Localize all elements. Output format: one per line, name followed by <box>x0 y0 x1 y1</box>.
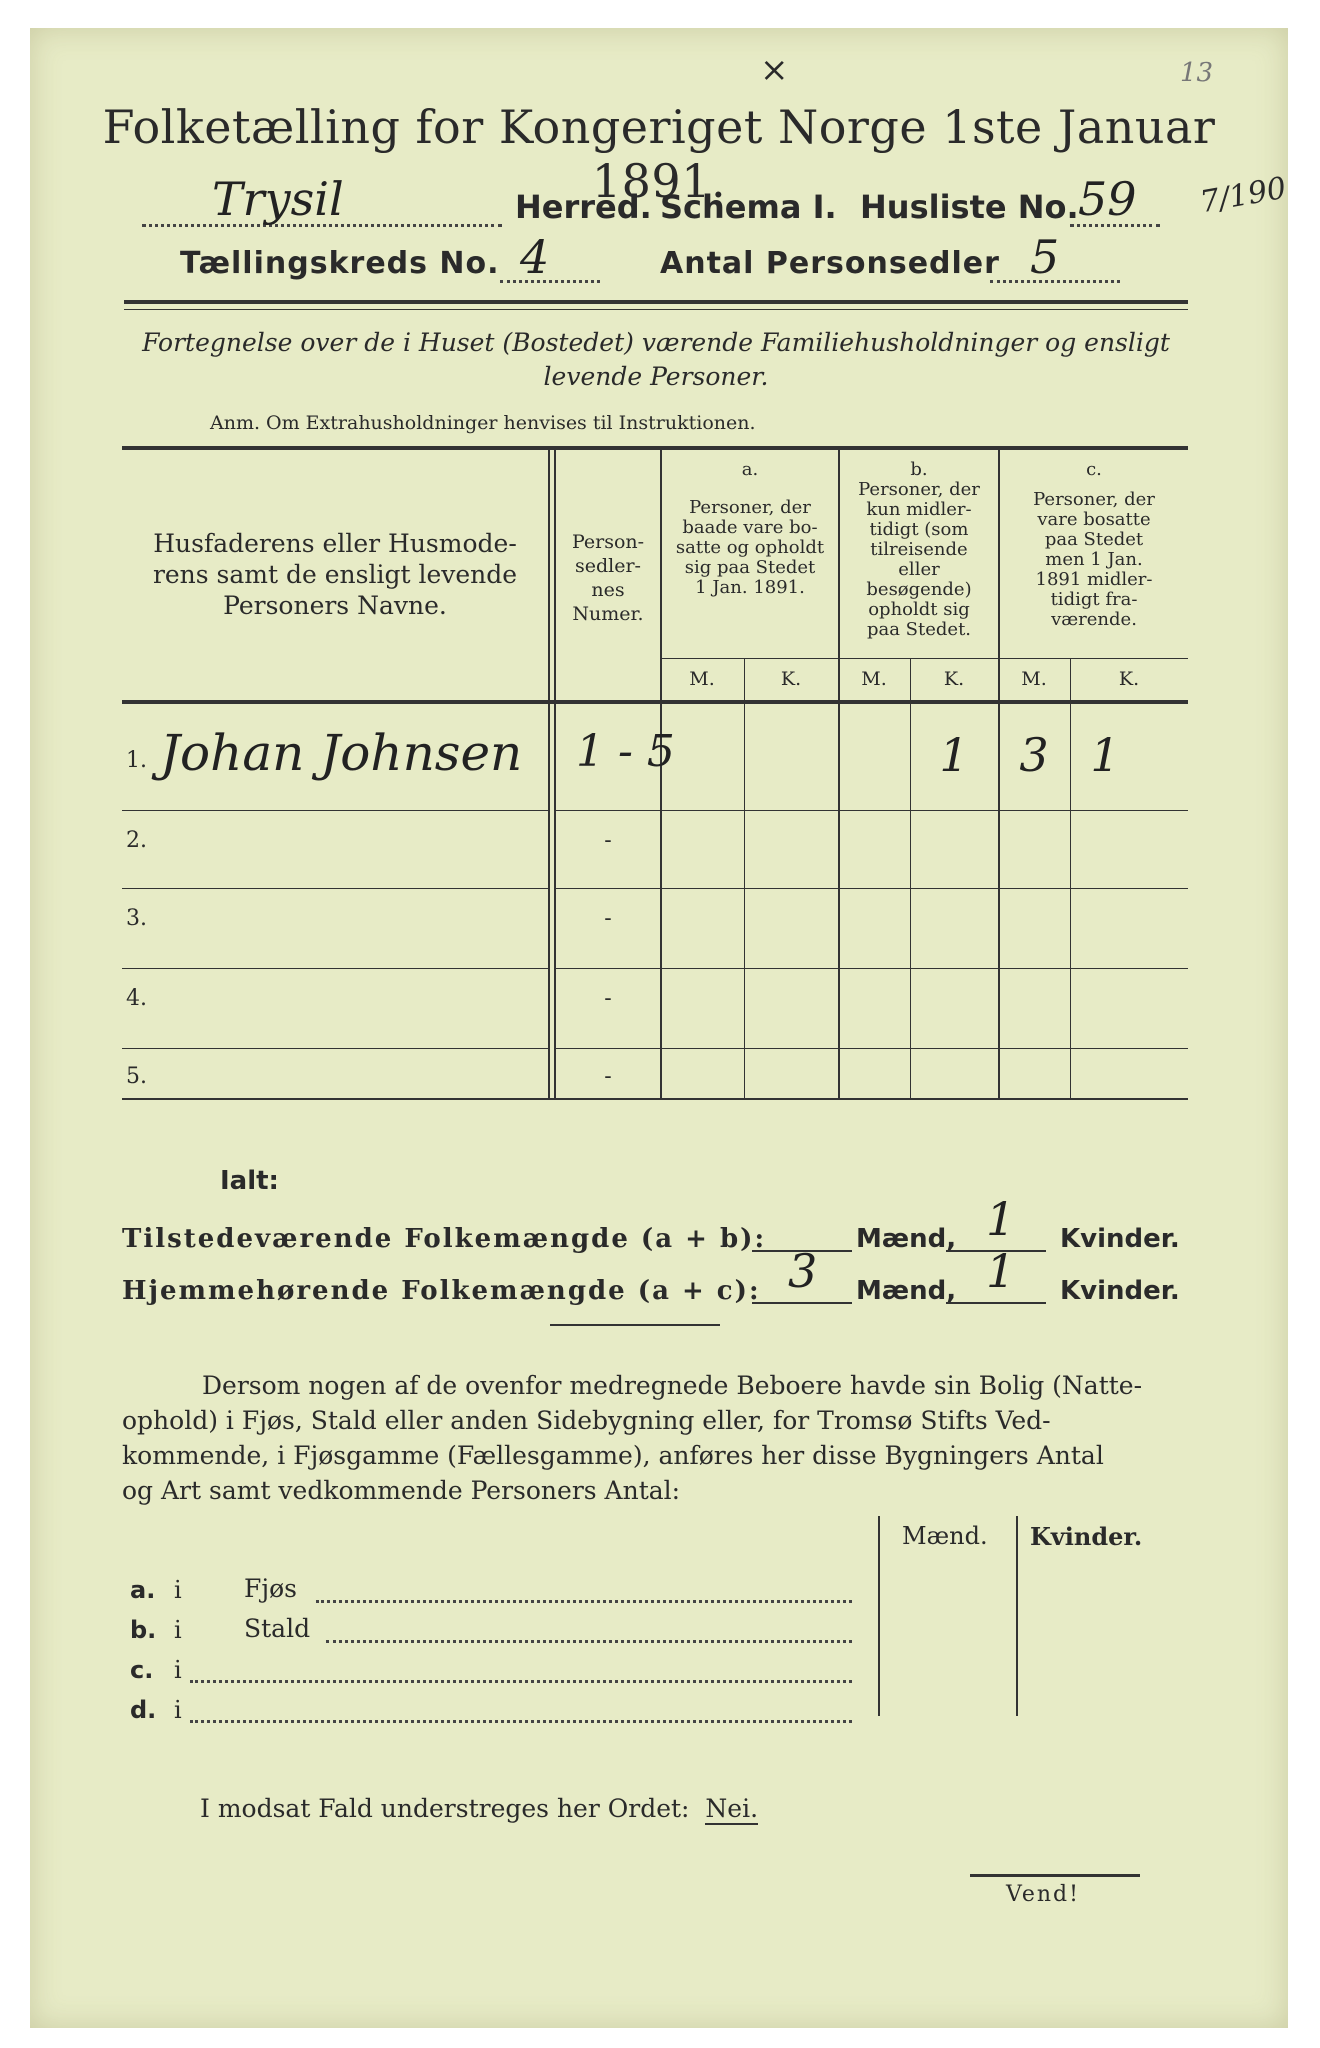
row-name: Johan Johnsen <box>160 724 523 782</box>
header-line: nes <box>591 579 625 601</box>
kreds-label: Tællingskreds No. <box>180 246 500 281</box>
col-b-header <box>840 460 998 640</box>
header-line: 1891 midler- <box>1035 569 1153 590</box>
divider <box>970 1874 1140 1877</box>
schema-label: Schema I. <box>660 188 837 226</box>
m-label: M. <box>861 668 887 690</box>
header-line: Husfaderens eller Husmode- <box>153 529 517 558</box>
k-label: K. <box>1118 668 1140 690</box>
building-dots <box>190 1720 852 1723</box>
header-line: tidigt (som <box>869 519 969 540</box>
paragraph-line: ophold) i Fjøs, Stald eller anden Sidebygning eller, for Tromsø Stifts Ved- <box>122 1406 1051 1435</box>
header-line: tidigt fra- <box>1050 589 1138 610</box>
building-letter: d. <box>130 1696 157 1724</box>
building-dots <box>190 1680 852 1683</box>
header-line: vare bosatte <box>1037 509 1151 530</box>
col-rule <box>910 658 911 1098</box>
tilstede-label: Tilstedeværende Folkemængde (a + b): <box>122 1224 767 1254</box>
margin-note: 7/190 <box>1197 170 1289 221</box>
header-line: Personer, der <box>858 479 980 500</box>
paragraph-line: Dersom nogen af de ovenfor medregnede Beboere havde sin Bolig (Natte- <box>202 1371 1143 1400</box>
header-line: paa Stedet. <box>866 619 972 640</box>
building-i: i <box>174 1656 182 1684</box>
building-letter: c. <box>130 1656 154 1684</box>
row-c-k: 1 <box>1090 728 1120 782</box>
maend-word: Mænd, <box>856 1276 957 1306</box>
header-line: Personers Navne. <box>223 591 447 620</box>
header-line: 1 Jan. 1891. <box>695 577 805 598</box>
paragraph <box>122 1368 1188 1508</box>
header-line: besøgende) <box>866 579 972 600</box>
row-number: 5. <box>126 1064 147 1089</box>
antal-label: Antal Personsedler <box>660 246 1000 281</box>
footer-note-word: Nei. <box>705 1794 759 1823</box>
row-num: - <box>604 906 612 931</box>
col-rule <box>1070 658 1071 1098</box>
top-mark: × <box>760 50 789 90</box>
building-i: i <box>174 1616 182 1644</box>
row-num: - <box>604 986 612 1011</box>
header-line: rens samt de ensligt levende <box>152 560 518 589</box>
antal-value: 5 <box>1030 230 1060 284</box>
herred-field <box>142 172 502 227</box>
anm-note: Anm. Om Extrahusholdninger henvises til Instruktionen. <box>210 412 756 434</box>
table-bottom-rule <box>122 1098 1188 1100</box>
header-line: eller <box>898 559 940 580</box>
header-line: opholdt sig <box>868 599 970 620</box>
hjemme-maend-value: 3 <box>788 1244 818 1298</box>
building-i: i <box>174 1696 182 1724</box>
buildings-kvinder-header: Kvinder. <box>1030 1522 1143 1551</box>
header-line: sedler- <box>575 555 641 577</box>
row-c-m: 3 <box>1019 728 1049 782</box>
building-letter: a. <box>130 1576 156 1604</box>
hjemme-label: Hjemmehørende Folkemængde (a + c): <box>122 1276 761 1306</box>
herred-value: Trysil <box>212 172 344 226</box>
hjemme-kvinder-value: 1 <box>986 1244 1016 1298</box>
tilstede-kvinder-value: 1 <box>986 1192 1016 1246</box>
row-num: 1 - 5 <box>576 726 675 777</box>
antal-field <box>990 230 1120 284</box>
row-rule <box>556 1048 1188 1049</box>
m-label: M. <box>689 668 715 690</box>
header-line: værende. <box>1051 609 1137 630</box>
hjemme-kvinder-field <box>946 1244 1046 1304</box>
row-rule <box>556 968 1188 969</box>
husliste-field <box>1070 172 1160 227</box>
k-label: K. <box>943 668 965 690</box>
hjemme-maend-field <box>752 1244 852 1304</box>
building-i: i <box>174 1576 182 1604</box>
row-number: 4. <box>126 986 147 1011</box>
husliste-label: Husliste No. <box>860 188 1079 226</box>
col-letter: b. <box>910 459 928 480</box>
k-label: K. <box>780 668 802 690</box>
col-num-header <box>556 530 660 626</box>
ialt-label: Ialt: <box>220 1166 279 1196</box>
header-line: sig paa Stedet <box>684 557 816 578</box>
row-number: 3. <box>126 906 147 931</box>
header-line: kun midler- <box>866 499 972 520</box>
row-rule <box>556 810 1188 811</box>
divider <box>124 309 1188 310</box>
row-number: 1. <box>126 748 147 773</box>
header-line: tilreisende <box>870 539 968 560</box>
building-dots <box>326 1640 852 1643</box>
row-rule <box>122 888 548 889</box>
building-letter: b. <box>130 1616 157 1644</box>
kvinder-word: Kvinder. <box>1060 1224 1180 1254</box>
header-line: Personer, der <box>689 497 811 518</box>
table-top-rule <box>122 446 1188 450</box>
building-dots <box>316 1600 852 1603</box>
mk-rule <box>660 658 1188 659</box>
footer-note-prefix: I modsat Fald understreges her Ordet: <box>200 1794 690 1823</box>
row-rule <box>122 1048 548 1049</box>
header-line: Person- <box>571 531 645 553</box>
header-line: satte og opholdt <box>675 537 825 558</box>
kreds-value: 4 <box>520 230 550 284</box>
row-num: - <box>604 1064 612 1089</box>
husliste-value: 59 <box>1078 172 1137 226</box>
header-line: Personer, der <box>1033 489 1155 510</box>
row-rule <box>122 968 548 969</box>
census-form <box>30 28 1288 2028</box>
herred-label: Herred. <box>515 188 652 226</box>
footer-note <box>200 1794 758 1823</box>
col-rule <box>878 1516 880 1716</box>
row-rule <box>556 888 1188 889</box>
paragraph-line: kommende, i Fjøsgamme (Fællesgamme), anføres her disse Bygningers Antal <box>122 1441 1104 1470</box>
col-letter: a. <box>741 459 759 480</box>
row-b-k: 1 <box>939 728 969 782</box>
building-label: Fjøs <box>244 1574 297 1603</box>
kvinder-word: Kvinder. <box>1060 1276 1180 1306</box>
paragraph-line: og Art samt vedkommende Personers Antal: <box>122 1476 681 1505</box>
row-num: - <box>604 828 612 853</box>
col-c-header <box>1000 460 1188 630</box>
header-line: baade vare bo- <box>682 517 818 538</box>
intro-line-1: Fortegnelse over de i Huset (Bostedet) værende Familiehusholdninger og ensligt <box>142 328 1170 357</box>
form-title: Folketælling for Kongeriget Norge 1ste Januar 1891. <box>102 100 1216 208</box>
header-line: paa Stedet <box>1044 529 1144 550</box>
kreds-field <box>500 230 600 284</box>
buildings-maend-header: Mænd. <box>902 1522 988 1550</box>
col-rule <box>1016 1516 1018 1716</box>
col-a-header <box>662 460 838 598</box>
corner-note: 13 <box>1180 58 1214 88</box>
divider <box>124 300 1188 304</box>
row-rule <box>122 810 548 811</box>
vend-note: Vend! <box>1006 1882 1080 1907</box>
m-label: M. <box>1021 668 1047 690</box>
table-header-rule <box>122 700 1188 704</box>
maend-word: Mænd, <box>856 1224 957 1254</box>
row-number: 2. <box>126 828 147 853</box>
building-label: Stald <box>244 1614 311 1643</box>
col-rule <box>744 658 745 1098</box>
col-rule <box>548 450 550 1098</box>
header-line: men 1 Jan. <box>1045 549 1143 570</box>
intro-line-2: levende Personer. <box>543 362 769 391</box>
col-name-header <box>130 528 540 621</box>
col-letter: c. <box>1086 459 1102 480</box>
divider <box>550 1324 720 1326</box>
header-line: Numer. <box>572 603 644 625</box>
